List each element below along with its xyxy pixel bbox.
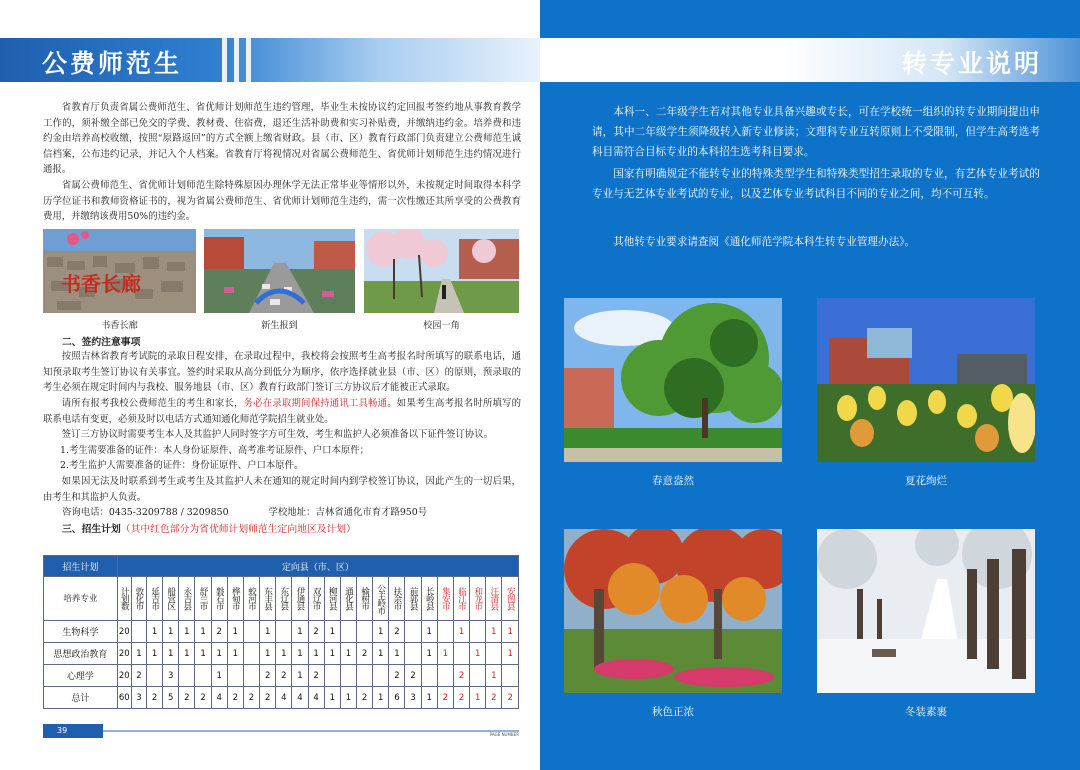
plan-count-cell: 1: [292, 665, 308, 687]
column-header: 敦化市: [131, 577, 146, 621]
plan-count-cell: 1: [179, 643, 195, 665]
plan-count-cell: 20: [117, 643, 131, 665]
section2-paragraph-2: 请所有报考我校公费师范生的考生和家长，务必在录取期间保持通讯工具畅通。如果考生高考报名时所填写的联系电话有变更，必须及时以电话方式通知通化师范学院招生就业处。: [43, 398, 521, 425]
plan-count-cell: [437, 665, 453, 687]
plan-count-cell: 2: [243, 687, 259, 709]
plan-count-cell: 2: [131, 665, 146, 687]
plan-count-cell: [324, 665, 340, 687]
plan-count-cell: [131, 621, 146, 643]
plan-count-cell: 2: [502, 687, 519, 709]
plan-count-cell: 4: [308, 687, 324, 709]
column-header: 扶余市: [389, 577, 405, 621]
violation-paragraph-2: 省属公费师范生、省优师计划师范生除特殊原因办理休学无法正常毕业等情形以外，未按规定时间取得本科学历学位证书和教师资格证书的，视为省属公费师范生、省优师计划师范生违约，需一次性缴还其所享受的公费教育费用，并缴纳该费用50%的违约金。: [43, 180, 521, 223]
violation-paragraph-1: 省教育厅负责省属公费师范生、省优师计划师范生违约管理，毕业生未按协议约定回报考签约地从事教育教学工作的，须补缴全部已免交的学费、教材费、住宿费，退还生活补助费和实习补贴费，并缴纳违约金。培养费和违约金由培养高校收缴，按照“原路返回”的方式全额上缴省财政。县（市、区）教育行政部门负责建立公费师范生诚信档案，公布违约记录，并记入个人档案。省教育厅将视情况对省属公费师范生、省优师计划师范生违约情况进行通报。: [43, 102, 521, 176]
table-row: [44, 665, 519, 687]
plan-count-cell: 1: [421, 643, 437, 665]
plan-count-cell: 1: [486, 665, 502, 687]
section2-paragraph-1: 按照吉林省教育考试院的录取日程安排，在录取过程中，我校将会按照考生高考报名时所填写的联系电话，通知预录取考生签订协议有关事宜。签约时采取从高分到低分为顺序，依序选择就业县（市、区）的原则，预录取的考生必须在规定时间内与我校、服务地县（市、区）教育行政部门签订三方协议后才能被正式录取。: [43, 351, 521, 394]
plan-count-cell: 1: [324, 643, 340, 665]
plan-count-cell: 1: [227, 643, 243, 665]
right-page: [540, 0, 1080, 770]
transfer-paragraph-2: 国家有明确规定不能转专业的特殊类型学生和特殊类型招生录取的专业，有艺体专业考试的专业与无艺体专业考试的专业，以及艺体专业考试科目不同的专业之间，均不可互转。: [592, 168, 1040, 200]
column-header: 永吉县: [179, 577, 195, 621]
left-page-title: 公费师范生: [42, 49, 183, 78]
contact-line: 咨询电话：0435-3209788 / 3209850 学校地址：吉林省通化市育才路950号: [62, 507, 428, 518]
plan-count-cell: 1: [260, 643, 276, 665]
banner-stripes: [222, 38, 262, 82]
plan-count-cell: 1: [340, 643, 356, 665]
caption-freshman-registration: 新生报到: [261, 320, 298, 331]
plan-count-cell: 4: [292, 687, 308, 709]
photo-autumn: [564, 529, 782, 693]
plan-count-cell: 3: [163, 665, 179, 687]
column-header: 蛟河市: [243, 577, 259, 621]
major-header-cell: 培养专业: [44, 577, 118, 621]
enrollment-plan-table: [43, 555, 519, 709]
column-header: 公主岭市: [373, 577, 389, 621]
plan-count-cell: 1: [276, 643, 292, 665]
photo-winter: [817, 529, 1035, 693]
plan-count-cell: 2: [146, 687, 162, 709]
school-address: 吉林省通化市育才路950号: [315, 507, 428, 518]
plan-count-cell: 1: [389, 643, 405, 665]
plan-count-cell: 1: [195, 643, 211, 665]
column-header: 和龙市: [470, 577, 486, 621]
plan-count-cell: 1: [227, 621, 243, 643]
plan-count-cell: 1: [146, 621, 162, 643]
plan-count-cell: 4: [276, 687, 292, 709]
column-header: 柳河县: [324, 577, 340, 621]
caption-summer: 夏花绚烂: [905, 475, 947, 487]
plan-count-cell: 1: [163, 643, 179, 665]
section3-heading: 三、招生计划（其中红色部分为省优师计划师范生定向地区及计划）: [62, 524, 356, 535]
plan-count-cell: [146, 665, 162, 687]
column-header: 安图县: [502, 577, 519, 621]
caption-spring: 春意盎然: [652, 475, 694, 487]
table-row: [44, 687, 519, 709]
plan-count-cell: 1: [421, 687, 437, 709]
section2-item-2: 2.考生监护人需要准备的证件：身份证原件、户口本原件。: [60, 460, 304, 471]
photo-spring: [564, 298, 782, 462]
photo-freshman-registration: [204, 229, 355, 313]
caption-campus-corner: 校园一角: [423, 320, 460, 331]
column-header: 双辽市: [308, 577, 324, 621]
table-corner-cell: 招生计划: [44, 556, 118, 577]
plan-count-cell: 1: [324, 621, 340, 643]
plan-count-cell: 1: [211, 665, 227, 687]
plan-count-cell: 2: [389, 665, 405, 687]
plan-count-cell: 20: [117, 665, 131, 687]
photo-sign-text: 书香长廊: [61, 272, 141, 296]
footer-tag: PAGE NUMBER: [489, 732, 519, 737]
plan-count-cell: [340, 621, 356, 643]
plan-count-cell: 2: [453, 687, 469, 709]
plan-count-cell: 1: [373, 687, 389, 709]
plan-count-cell: 1: [373, 621, 389, 643]
plan-count-cell: 1: [502, 621, 519, 643]
major-name-cell: 生物科学: [44, 621, 118, 643]
plan-count-cell: 1: [421, 621, 437, 643]
plan-count-cell: [276, 621, 292, 643]
plan-count-cell: 1: [340, 687, 356, 709]
plan-count-cell: 1: [308, 643, 324, 665]
transfer-paragraph-3: 其他转专业要求请查阅《通化师范学院本科生转专业管理办法》。: [613, 236, 916, 248]
section2-paragraph-3: 签订三方协议时需要考生本人及其监护人同时签字方可生效，考生和监护人必须准备以下证件签订协议。: [61, 429, 494, 440]
plan-count-cell: 1: [470, 687, 486, 709]
plan-count-cell: [421, 665, 437, 687]
plan-count-cell: 2: [357, 687, 373, 709]
plan-count-cell: 1: [502, 643, 519, 665]
column-header: 通化县: [340, 577, 356, 621]
transfer-paragraph-1: 本科一、二年级学生若对其他专业具备兴趣或专长，可在学校统一组织的转专业期间提出申请，其中二年级学生须降级转入新专业修读；文理科专业互转原则上不受限制，但学生高考选考科目需符合目标专业的本科招生选考科目要求。: [592, 106, 1040, 158]
plan-count-cell: 2: [211, 621, 227, 643]
plan-count-cell: [405, 643, 421, 665]
caption-book-corridor: 书香长廊: [101, 320, 138, 331]
plan-count-cell: 1: [195, 621, 211, 643]
column-header: 计划数: [117, 577, 131, 621]
plan-count-cell: 2: [357, 643, 373, 665]
plan-count-cell: 2: [486, 687, 502, 709]
plan-count-cell: 2: [453, 665, 469, 687]
plan-count-cell: 2: [260, 687, 276, 709]
plan-count-cell: 3: [131, 687, 146, 709]
column-header: 桦甸市: [227, 577, 243, 621]
section2-paragraph-4: 如果因无法及时联系到考生或考生及其监护人未在通知的规定时间内到学校签订协议，因此产生的一切后果，由考生和其监护人负责。: [43, 476, 521, 503]
section2-heading: 二、签约注意事项: [62, 337, 141, 348]
plan-count-cell: 2: [260, 665, 276, 687]
plan-count-cell: 2: [389, 621, 405, 643]
plan-count-cell: 4: [211, 687, 227, 709]
major-name-cell: 思想政治教育: [44, 643, 118, 665]
plan-count-cell: [243, 621, 259, 643]
photo-summer: [817, 298, 1035, 462]
plan-count-cell: 1: [179, 621, 195, 643]
plan-count-cell: 1: [373, 643, 389, 665]
column-header: 临江市: [453, 577, 469, 621]
table-row: [44, 643, 519, 665]
plan-count-cell: [243, 643, 259, 665]
section2-item-1: 1.考生需要准备的证件：本人身份证原件、高考准考证原件、户口本原件；: [60, 445, 369, 456]
plan-count-cell: 1: [324, 687, 340, 709]
column-header: 长岭县: [421, 577, 437, 621]
page-number: 39: [43, 724, 103, 738]
column-header: 磐石市: [211, 577, 227, 621]
plan-count-cell: 1: [146, 643, 162, 665]
plan-count-cell: [437, 621, 453, 643]
plan-count-cell: 1: [163, 621, 179, 643]
plan-count-cell: 2: [405, 665, 421, 687]
table-row: [44, 621, 519, 643]
major-name-cell: 心理学: [44, 665, 118, 687]
plan-count-cell: [405, 621, 421, 643]
column-header: 汪清县: [486, 577, 502, 621]
plan-count-cell: 3: [405, 687, 421, 709]
column-header: 舒兰市: [195, 577, 211, 621]
plan-count-cell: [486, 643, 502, 665]
major-name-cell: 总计: [44, 687, 118, 709]
plan-count-cell: [470, 621, 486, 643]
left-footer: [43, 724, 519, 738]
column-header: 伊通县: [292, 577, 308, 621]
plan-count-cell: 1: [437, 643, 453, 665]
plan-count-cell: 2: [276, 665, 292, 687]
plan-count-cell: 1: [292, 621, 308, 643]
section3-note: （其中红色部分为省优师计划师范生定向地区及计划）: [120, 524, 356, 535]
plan-count-cell: 2: [437, 687, 453, 709]
plan-count-cell: [340, 665, 356, 687]
plan-count-cell: [373, 665, 389, 687]
plan-count-cell: [502, 665, 519, 687]
plan-count-cell: 2: [308, 665, 324, 687]
plan-count-cell: 1: [486, 621, 502, 643]
column-header: 船营区: [163, 577, 179, 621]
region-header-cell: 定向县（市、区）: [117, 556, 518, 577]
plan-count-cell: [357, 665, 373, 687]
plan-count-cell: [227, 665, 243, 687]
photo-campus-corner: [364, 229, 519, 313]
plan-count-cell: 2: [227, 687, 243, 709]
plan-count-cell: 1: [131, 643, 146, 665]
column-header: 榆树市: [357, 577, 373, 621]
plan-count-cell: [453, 643, 469, 665]
plan-count-cell: 2: [195, 687, 211, 709]
plan-count-cell: [179, 665, 195, 687]
table-header-row-2: [44, 577, 519, 621]
plan-count-cell: 1: [260, 621, 276, 643]
column-header: 东辽县: [276, 577, 292, 621]
plan-count-cell: 1: [453, 621, 469, 643]
plan-count-cell: 1: [292, 643, 308, 665]
plan-count-cell: [195, 665, 211, 687]
plan-count-cell: 2: [308, 621, 324, 643]
highlight-text: 务必在录取期间保持通讯工具畅通: [243, 398, 388, 409]
contact-phone: 0435-3209788 / 3209850: [108, 507, 229, 518]
plan-count-cell: [357, 621, 373, 643]
table-header-row-1: [44, 556, 519, 577]
plan-count-cell: 20: [117, 621, 131, 643]
column-header: 前郭县: [405, 577, 421, 621]
plan-count-cell: 2: [179, 687, 195, 709]
caption-winter: 冬装素裹: [905, 706, 947, 718]
column-header: 集安市: [437, 577, 453, 621]
column-header: 延吉市: [146, 577, 162, 621]
right-page-title: 转专业说明: [901, 49, 1042, 78]
plan-count-cell: 6: [389, 687, 405, 709]
photo-book-corridor: [43, 229, 196, 313]
plan-count-cell: [470, 665, 486, 687]
plan-count-cell: [243, 665, 259, 687]
plan-count-cell: 5: [163, 687, 179, 709]
column-header: 东丰县: [260, 577, 276, 621]
plan-count-cell: 60: [117, 687, 131, 709]
caption-autumn: 秋色正浓: [652, 706, 694, 718]
plan-count-cell: 1: [470, 643, 486, 665]
plan-count-cell: 1: [211, 643, 227, 665]
